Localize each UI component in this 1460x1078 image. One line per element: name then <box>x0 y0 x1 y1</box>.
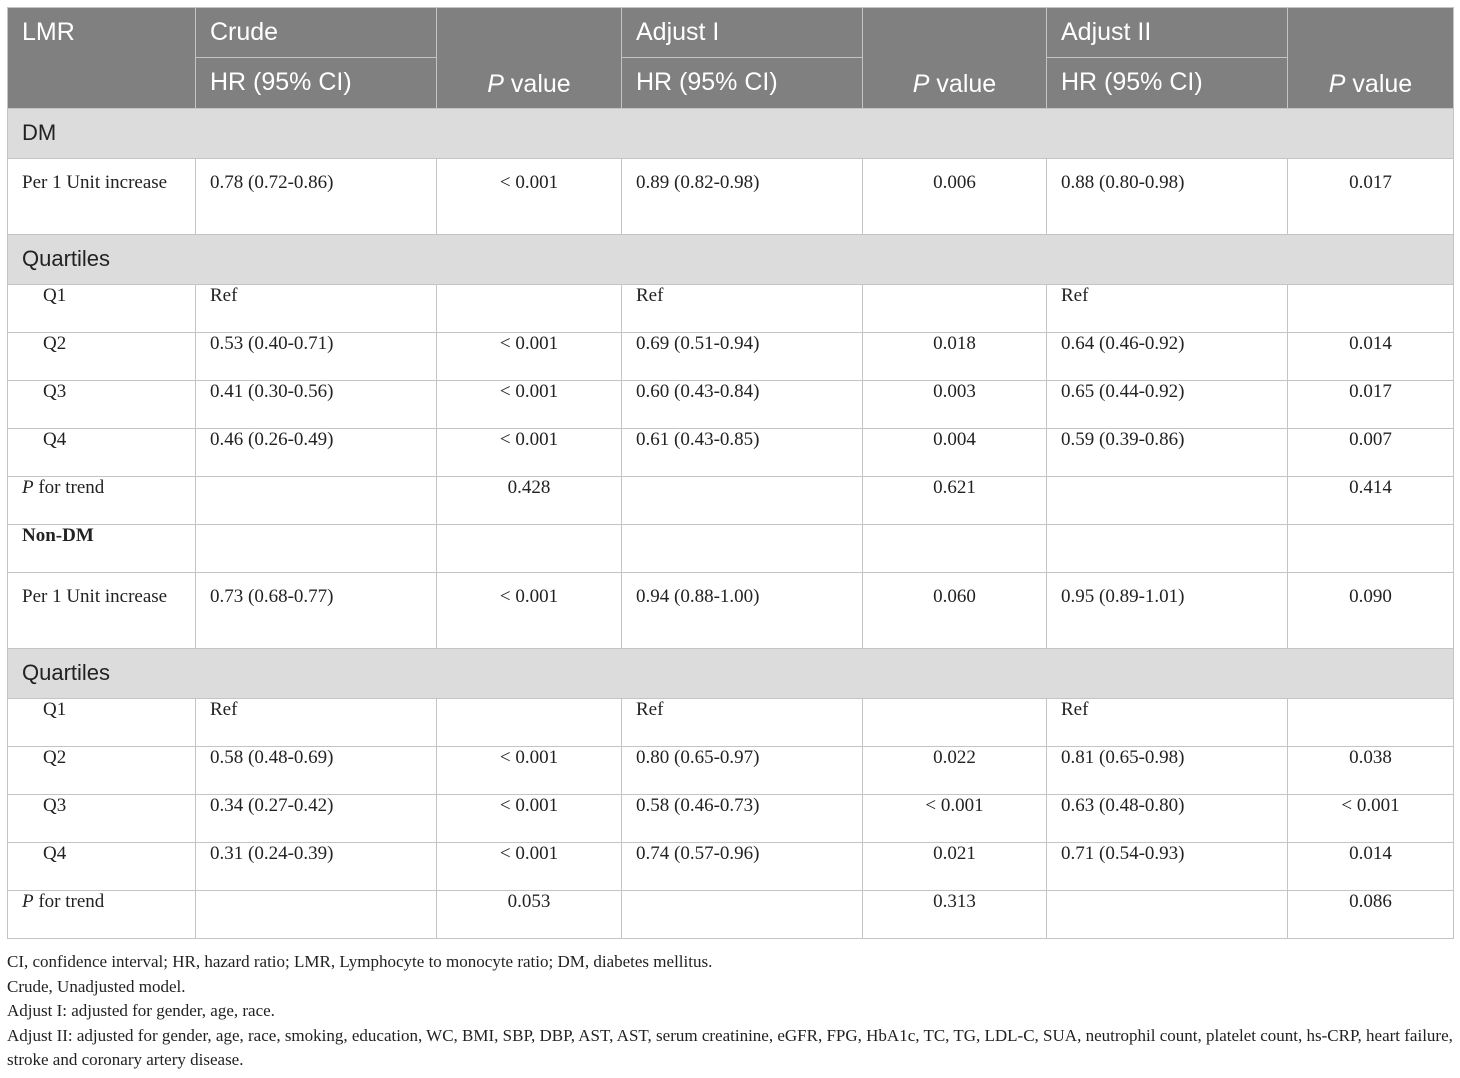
cell-hr: Ref <box>1047 699 1288 747</box>
cell-p: 0.017 <box>1288 159 1454 235</box>
cell-hr: Ref <box>196 285 437 333</box>
header-hr-adjust-1: HR (95% CI) <box>622 58 863 109</box>
p-label: P <box>1328 70 1346 98</box>
cell-p: < 0.001 <box>437 159 622 235</box>
cell-hr: 0.34 (0.27-0.42) <box>196 795 437 843</box>
table-row <box>8 747 1454 795</box>
cell-p: < 0.001 <box>437 795 622 843</box>
table-row-trend <box>8 477 1454 525</box>
trend-p: P <box>22 891 34 912</box>
cell-p: < 0.001 <box>437 333 622 381</box>
p-suffix: value <box>929 70 997 98</box>
cell-p: 0.090 <box>1288 573 1454 649</box>
cell-p: 0.003 <box>863 381 1047 429</box>
cell-hr: 0.78 (0.72-0.86) <box>196 159 437 235</box>
section-label: Quartiles <box>8 235 1454 285</box>
cell-hr: 0.58 (0.48-0.69) <box>196 747 437 795</box>
cell-hr: 0.46 (0.26-0.49) <box>196 429 437 477</box>
cell-hr: 0.80 (0.65-0.97) <box>622 747 863 795</box>
header-p-crude <box>437 8 622 109</box>
section-row-dm <box>8 109 1454 159</box>
cell-hr: 0.65 (0.44-0.92) <box>1047 381 1288 429</box>
empty-cell <box>863 525 1047 573</box>
cell-hr <box>1047 891 1288 939</box>
cell-p <box>863 285 1047 333</box>
section-label: Non-DM <box>8 525 196 573</box>
cell-hr: 0.71 (0.54-0.93) <box>1047 843 1288 891</box>
cell-p <box>1288 699 1454 747</box>
cell-hr <box>196 891 437 939</box>
row-label: Q2 <box>8 747 196 795</box>
cell-p: < 0.001 <box>437 747 622 795</box>
table-row <box>8 429 1454 477</box>
results-table <box>7 7 1454 939</box>
table-footnotes <box>7 950 1453 1073</box>
header-hr-crude: HR (95% CI) <box>196 58 437 109</box>
row-label: Per 1 Unit increase <box>8 573 196 649</box>
table-row <box>8 381 1454 429</box>
cell-hr: Ref <box>1047 285 1288 333</box>
cell-p: < 0.001 <box>437 843 622 891</box>
cell-p: 0.021 <box>863 843 1047 891</box>
cell-p: 0.018 <box>863 333 1047 381</box>
cell-hr: 0.58 (0.46-0.73) <box>622 795 863 843</box>
table-row <box>8 159 1454 235</box>
cell-p: 0.060 <box>863 573 1047 649</box>
section-row-non-dm <box>8 525 1454 573</box>
row-label <box>8 891 196 939</box>
row-label: Q4 <box>8 843 196 891</box>
empty-cell <box>1047 525 1288 573</box>
cell-p: 0.428 <box>437 477 622 525</box>
cell-hr: 0.94 (0.88-1.00) <box>622 573 863 649</box>
table-row <box>8 699 1454 747</box>
cell-p <box>437 699 622 747</box>
trend-text: for trend <box>38 477 105 498</box>
cell-hr: 0.41 (0.30-0.56) <box>196 381 437 429</box>
table-row <box>8 573 1454 649</box>
row-label: Q3 <box>8 795 196 843</box>
cell-p: 0.017 <box>1288 381 1454 429</box>
table-row-trend <box>8 891 1454 939</box>
cell-p: < 0.001 <box>437 429 622 477</box>
cell-p: 0.621 <box>863 477 1047 525</box>
cell-hr <box>622 477 863 525</box>
cell-p <box>437 285 622 333</box>
cell-hr: 0.31 (0.24-0.39) <box>196 843 437 891</box>
cell-hr: 0.88 (0.80-0.98) <box>1047 159 1288 235</box>
empty-cell <box>1288 525 1454 573</box>
cell-p: < 0.001 <box>863 795 1047 843</box>
header-p-adjust-2 <box>1288 8 1454 109</box>
p-label: P <box>487 70 504 98</box>
cell-p: 0.022 <box>863 747 1047 795</box>
header-adjust-2: Adjust II <box>1047 8 1288 58</box>
cell-p: < 0.001 <box>1288 795 1454 843</box>
section-label: DM <box>8 109 1454 159</box>
footnote: Adjust I: adjusted for gender, age, race. <box>7 1001 275 1020</box>
cell-p: 0.414 <box>1288 477 1454 525</box>
cell-hr: 0.53 (0.40-0.71) <box>196 333 437 381</box>
cell-hr <box>622 891 863 939</box>
row-label: Per 1 Unit increase <box>8 159 196 235</box>
cell-hr: 0.73 (0.68-0.77) <box>196 573 437 649</box>
cell-hr: Ref <box>196 699 437 747</box>
cell-hr: 0.89 (0.82-0.98) <box>622 159 863 235</box>
footnote: CI, confidence interval; HR, hazard ratio; LMR, Lymphocyte to monocyte ratio; DM, diabetes mellitus. <box>7 952 713 971</box>
empty-cell <box>196 525 437 573</box>
cell-p: 0.014 <box>1288 843 1454 891</box>
cell-p: < 0.001 <box>437 573 622 649</box>
table-row <box>8 333 1454 381</box>
cell-hr: 0.95 (0.89-1.01) <box>1047 573 1288 649</box>
header-lmr: LMR <box>8 8 196 109</box>
cell-p <box>863 699 1047 747</box>
cell-p: < 0.001 <box>437 381 622 429</box>
table-row <box>8 285 1454 333</box>
table-row <box>8 795 1454 843</box>
cell-hr: 0.69 (0.51-0.94) <box>622 333 863 381</box>
table-row <box>8 843 1454 891</box>
cell-p: 0.038 <box>1288 747 1454 795</box>
cell-p: 0.007 <box>1288 429 1454 477</box>
cell-p: 0.004 <box>863 429 1047 477</box>
cell-hr: 0.60 (0.43-0.84) <box>622 381 863 429</box>
cell-p: 0.006 <box>863 159 1047 235</box>
cell-p <box>1288 285 1454 333</box>
row-label: Q4 <box>8 429 196 477</box>
row-label <box>8 477 196 525</box>
cell-hr: 0.81 (0.65-0.98) <box>1047 747 1288 795</box>
empty-cell <box>622 525 863 573</box>
cell-hr: Ref <box>622 699 863 747</box>
cell-p: 0.053 <box>437 891 622 939</box>
cell-hr <box>196 477 437 525</box>
section-label: Quartiles <box>8 649 1454 699</box>
cell-hr: 0.59 (0.39-0.86) <box>1047 429 1288 477</box>
header-hr-adjust-2: HR (95% CI) <box>1047 58 1288 109</box>
row-label: Q2 <box>8 333 196 381</box>
section-row-quartiles <box>8 649 1454 699</box>
section-row-quartiles <box>8 235 1454 285</box>
footnote: Crude, Unadjusted model. <box>7 976 186 996</box>
cell-p: 0.014 <box>1288 333 1454 381</box>
trend-text: for trend <box>38 891 105 912</box>
cell-hr: 0.61 (0.43-0.85) <box>622 429 863 477</box>
p-label: P <box>912 70 930 98</box>
header-p-adjust-1 <box>863 8 1047 109</box>
row-label: Q1 <box>8 285 196 333</box>
cell-p: 0.313 <box>863 891 1047 939</box>
cell-hr: 0.64 (0.46-0.92) <box>1047 333 1288 381</box>
p-suffix: value <box>503 70 571 98</box>
trend-p: P <box>22 477 34 498</box>
cell-hr: 0.63 (0.48-0.80) <box>1047 795 1288 843</box>
cell-hr: Ref <box>622 285 863 333</box>
cell-hr <box>1047 477 1288 525</box>
footnote: Adjust II: adjusted for gender, age, race, smoking, education, WC, BMI, SBP, DBP, AST, AST, serum creatinine, eGFR, FPG, HbA1c, TC, TG, LDL-C, SUA, neutrophil count, platelet count, hs-CRP, heart failure, stroke and coronary artery disease. <box>7 1025 1453 1069</box>
empty-cell <box>437 525 622 573</box>
row-label: Q3 <box>8 381 196 429</box>
header-crude: Crude <box>196 8 437 58</box>
cell-hr: 0.74 (0.57-0.96) <box>622 843 863 891</box>
row-label: Q1 <box>8 699 196 747</box>
p-suffix: value <box>1345 70 1413 98</box>
cell-p: 0.086 <box>1288 891 1454 939</box>
header-adjust-1: Adjust I <box>622 8 863 58</box>
